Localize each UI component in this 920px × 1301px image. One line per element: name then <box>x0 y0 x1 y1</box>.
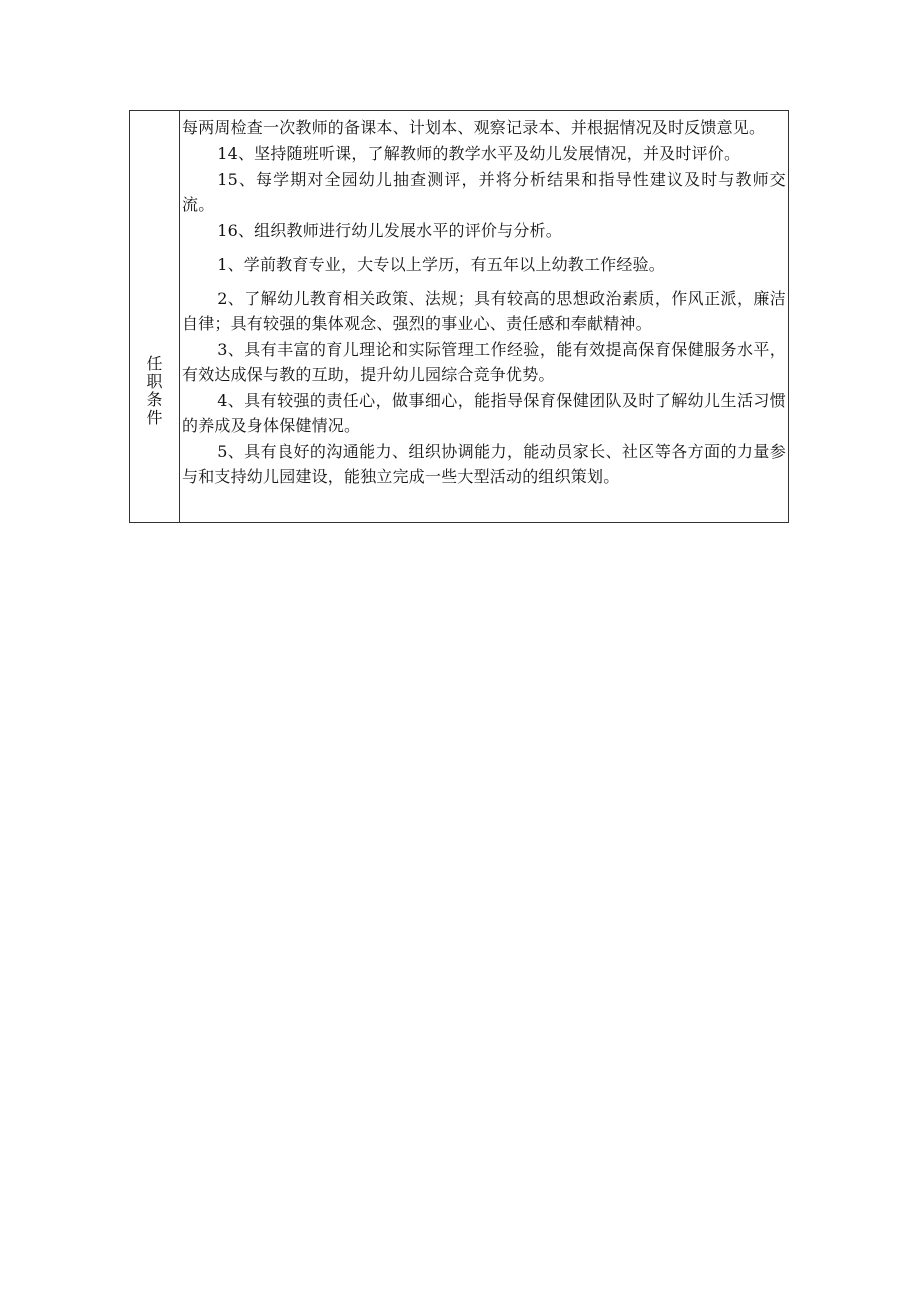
row-label-cell <box>130 111 180 522</box>
paragraph-inspection: 每两周检查一次教师的备课本、计划本、观察记录本、并根据情况及时反馈意见。 <box>182 118 766 137</box>
requirement-item-1: 1、学前教育专业，大专以上学历，有五年以上幼教工作经验。 <box>217 255 665 274</box>
requirement-item-5: 5、具有良好的沟通能力、组织协调能力，能动员家长、社区等各方面的力量参与和支持幼儿园建设，能独立完成一些大型活动的组织策划。 <box>182 442 786 486</box>
requirement-item-2: 2、了解幼儿教育相关政策、法规；具有较高的思想政治素质，作风正派，廉洁自律；具有较强的集体观念、强烈的事业心、责任感和奉献精神。 <box>182 289 786 333</box>
requirement-item-3: 3、具有丰富的育儿理论和实际管理工作经验，能有效提高保育保健服务水平，有效达成保与教的互助，提升幼儿园综合竞争优势。 <box>182 340 786 384</box>
requirements-table <box>129 110 789 523</box>
content-cell <box>180 111 788 522</box>
paragraph-item-14: 14、坚持随班听课，了解教师的教学水平及幼儿发展情况，并及时评价。 <box>217 144 741 163</box>
requirement-item-4: 4、具有较强的责任心，做事细心，能指导保育保健团队及时了解幼儿生活习惯的养成及身体保健情况。 <box>182 391 786 435</box>
paragraph-item-16: 16、组织教师进行幼儿发展水平的评价与分析。 <box>217 221 562 240</box>
paragraph-item-15: 15、每学期对全园幼儿抽查测评，并将分析结果和指导性建议及时与教师交流。 <box>182 170 786 214</box>
row-label: 任职条件 <box>146 354 163 427</box>
